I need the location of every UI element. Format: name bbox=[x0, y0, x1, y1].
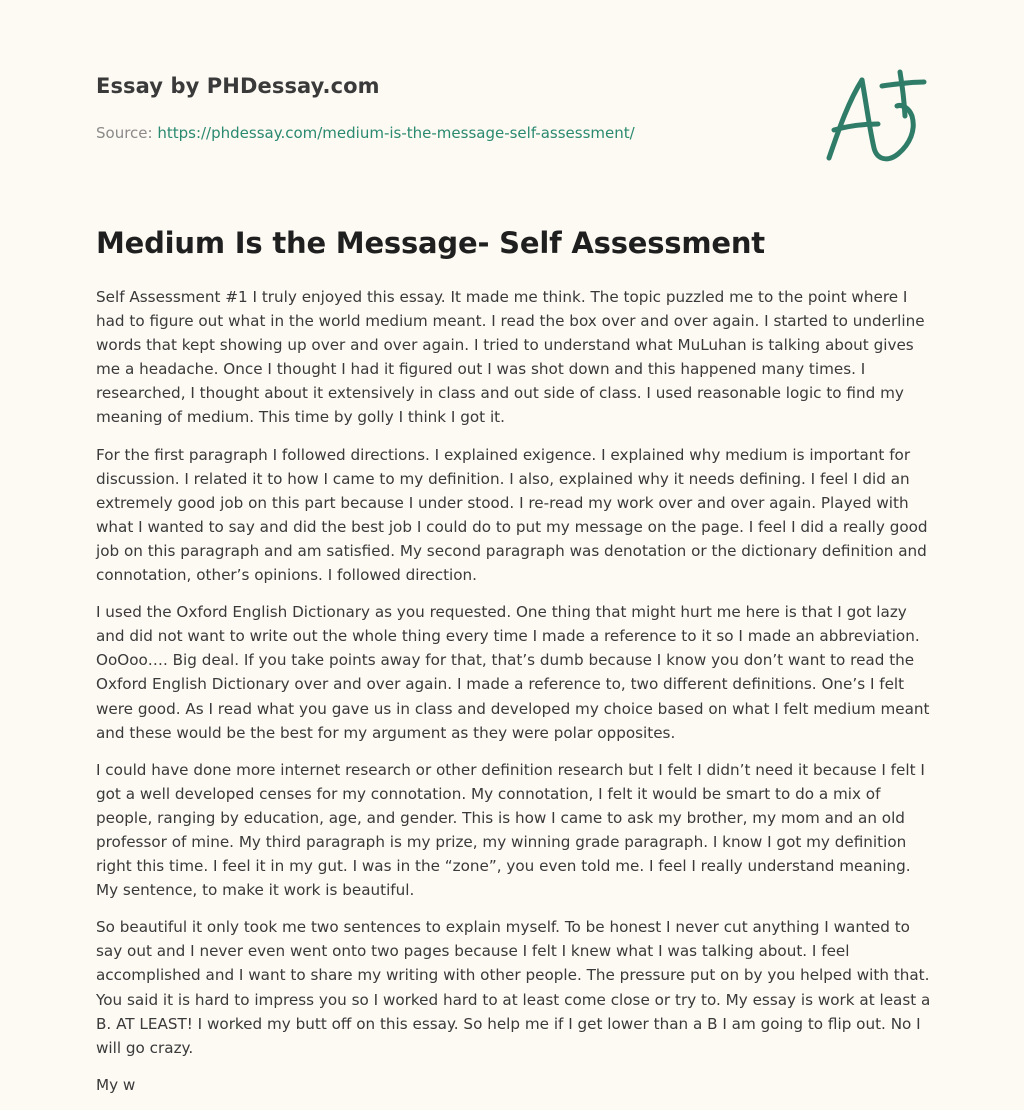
essay-paragraph: I used the Oxford English Dictionary as you requested. One thing that might hurt me here is that I got lazy and did not want to write out the whole thing every time I made a reference to it so I made an abbreviation. OoOoo…. Big deal. If you take points away for that, that’s dumb because I know you don’t want to read the Oxford English Dictionary over and over again. I made a reference to, two different definitions. One’s I felt were good. As I read what you gave us in class and developed my choice based on what I felt medium meant and these would be the best for my argument as they were polar opposites. bbox=[96, 603, 930, 742]
essay-paragraph: My w bbox=[96, 1075, 136, 1094]
essay-paragraph: For the first paragraph I followed directions. I explained exigence. I explained why medium is important for discussion. I related it to how I came to my definition. I also, explained why it needs defining. I feel I did an extremely good job on this part because I under stood. I re-read my work over and over again. Played with what I wanted to say and did the best job I could do to put my message on the page. I feel I did a really good job on this paragraph and am satisfied. My second paragraph was denotation or the dictionary definition and connotation, other’s opinions. I followed direction. bbox=[96, 445, 928, 585]
source-link[interactable]: https://phdessay.com/medium-is-the-message-self-assessment/ bbox=[157, 124, 635, 142]
page-header bbox=[96, 74, 928, 142]
essay-body bbox=[96, 285, 932, 1110]
source-label: Source: bbox=[96, 124, 158, 142]
essay-paragraph: Self Assessment #1 I truly enjoyed this essay. It made me think. The topic puzzled me to the point where I had to figure out what in the world medium meant. I read the box over and over again. I started to underline words that kept showing up over and over again. I tried to understand what MuLuhan is talking about gives me a headache. Once I thought I had it figured out I was shot down and this happened many times. I researched, I thought about it extensively in class and out side of class. I used reasonable logic to find my meaning of medium. This time by golly I think I got it. bbox=[96, 288, 925, 427]
source-line bbox=[96, 124, 635, 142]
essay-paragraph: I could have done more internet research or other definition research but I felt I didn’t need it because I felt I got a well developed censes for my connotation. My connotation, I felt it would be smart to do a mix of people, ranging by education, age, and gender. This is how I came to ask my brother, my mom and an old professor of mine. My third paragraph is my prize, my winning grade paragraph. I know I got my definition right this time. I feel it in my gut. I was in the “zone”, you even told me. I feel I really understand meaning. My sentence, to make it work is beautiful. bbox=[96, 760, 925, 900]
essay-title: Medium Is the Message- Self Assessment bbox=[96, 226, 765, 260]
a-plus-grade-icon bbox=[822, 68, 930, 168]
site-brand: Essay by PHDessay.com bbox=[96, 74, 380, 98]
essay-paragraph: So beautiful it only took me two sentences to explain myself. To be honest I never cut anything I wanted to say out and I never even went onto two pages because I felt I knew what I was talking about. I feel accomplished and I want to share my writing with other people. The pressure put on by you helped with that. You said it is hard to impress you so I worked hard to at least come close or try to. My essay is work at least a B. AT LEAST! I worked my butt off on this essay. So help me if I get lower than a B I am going to flip out. No I will go crazy. bbox=[96, 918, 931, 1057]
